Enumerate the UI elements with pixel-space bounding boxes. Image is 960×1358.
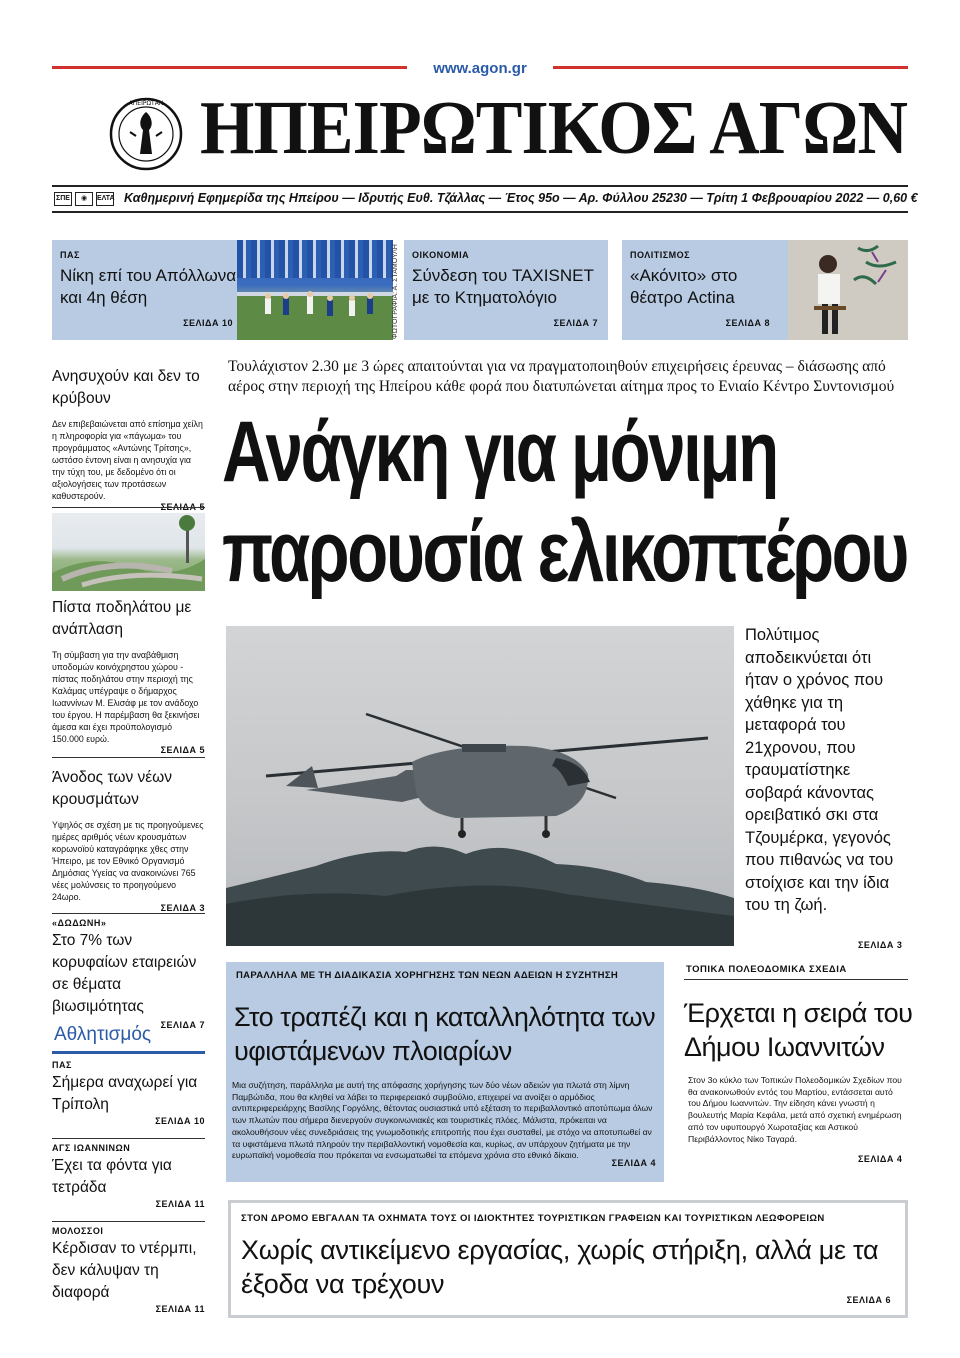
football-match-photo bbox=[237, 240, 393, 340]
sports-item-1[interactable] bbox=[52, 1060, 205, 1126]
sidebar-story-page: ΣΕΛΙΔΑ 5 bbox=[160, 745, 205, 755]
teaser-category: ΟΙΚΟΝΟΜΙΑ bbox=[412, 250, 470, 260]
lead-side-text: Πολύτιμος αποδεικνύεται ότι ήταν ο χρόνος που χάθηκε για τη μεταφορά του 21χρονου, που τραυματίστηκε σοβαρά κάνοντας ορειβατικό σκι στα Τζουμέρκα, γεγονός που πιθανώς να του στοίχισε και την ίδια του τη ζωή. bbox=[745, 626, 894, 914]
sports-item-page: ΣΕΛΙΔΑ 11 bbox=[155, 1304, 205, 1314]
tourism-page: ΣΕΛΙΔΑ 6 bbox=[846, 1295, 891, 1305]
theater-actress-photo bbox=[788, 240, 908, 340]
svg-text:ΑΠΕΙΡΩΤΑΝ: ΑΠΕΙΡΩΤΑΝ bbox=[128, 100, 164, 107]
sports-item-category: ΠΑΣ bbox=[52, 1060, 72, 1070]
newspaper-seal-icon bbox=[108, 96, 184, 172]
tourism-category: ΣΤΟΝ ΔΡΟΜΟ ΕΒΓΑΛΑΝ ΤΑ ΟΧΗΜΑΤΑ ΤΟΥΣ ΟΙ ΙΔΙΟΚΤΗΤΕΣ ΤΟΥΡΙΣΤΙΚΩΝ ΓΡΑΦΕΙΩΝ ΚΑΙ ΤΟΥΡΙΣΤΙΚΩΝ ΛΕΩΦΟΡΕΙΩΝ bbox=[241, 1213, 825, 1224]
teaser-economy[interactable] bbox=[404, 240, 608, 340]
lead-headline-line-2[interactable]: παρουσία ελικοπτέρου bbox=[222, 504, 907, 600]
sidebar-story-body: Τη σύμβαση για την αναβάθμιση υποδομών κοινόχρηστου χώρου - πίστας ποδηλάτου στην περιοχή της Καλάμας υπέγραψε ο δήμαρχος Ιωαννίνων Μ. Ελισάφ με τον ανάδοχο του έργου. Η παρέμβαση θα ξεκινήσει άμεσα και έχει προϋπολογισμό 150.000 ευρώ. bbox=[52, 650, 200, 744]
divider bbox=[52, 1138, 205, 1139]
sidebar-story-title[interactable]: Πίστα ποδηλάτου με ανάπλαση bbox=[52, 599, 192, 638]
info-line bbox=[52, 185, 918, 213]
divider bbox=[52, 507, 205, 508]
bike-track-photo bbox=[52, 513, 205, 591]
divider bbox=[684, 979, 908, 980]
helicopter-photo bbox=[226, 626, 734, 946]
sidebar-story-category: «ΔΩΔΩΝΗ» bbox=[52, 918, 107, 928]
elta-logo-icon: ΕΛΤΑ bbox=[96, 192, 114, 206]
teaser-title[interactable]: «Ακόνιτο» στο θέατρο Actina bbox=[630, 266, 738, 307]
boats-title[interactable]: Στο τραπέζι και η καταλληλότητα των υφιστάμενων πλοιαρίων bbox=[234, 1002, 656, 1066]
boats-story[interactable] bbox=[226, 962, 664, 1182]
lead-headline[interactable] bbox=[222, 402, 907, 602]
sports-item-page: ΣΕΛΙΔΑ 11 bbox=[155, 1199, 205, 1209]
divider bbox=[52, 913, 205, 914]
plans-category: ΤΟΠΙΚΑ ΠΟΛΕΟΔΟΜΙΚΑ ΣΧΕΔΙΑ bbox=[686, 964, 847, 975]
sidebar-story-title[interactable]: Άνοδος των νέων κρουσμάτων bbox=[52, 769, 173, 808]
sports-item-page: ΣΕΛΙΔΑ 10 bbox=[155, 1116, 205, 1126]
sports-item-2[interactable] bbox=[52, 1143, 205, 1209]
teaser-pas[interactable] bbox=[52, 240, 237, 340]
teaser-title[interactable]: Σύνδεση του TAXISNET με το Κτηματολόγιο bbox=[412, 266, 594, 307]
divider bbox=[52, 757, 205, 758]
sidebar-story-body: Υψηλός σε σχέση με τις προηγούμενες ημέρες αριθμός νέων κρουσμάτων κορωνοϊού καταγράφηκε χθες στην Ήπειρο, με τον Εθνικό Οργανισμό Δημόσιας Υγείας να ανακοινώνει 765 νέες μολύνσεις το προηγούμενο 24ωρο. bbox=[52, 820, 204, 902]
teaser-category: ΠΟΛΙΤΙΣΜΟΣ bbox=[630, 250, 691, 260]
sports-section-header bbox=[52, 1020, 205, 1054]
teaser-title[interactable]: Νίκη επί του Απόλλωνα και 4η θέση bbox=[60, 266, 237, 307]
sports-item-3[interactable] bbox=[52, 1226, 205, 1314]
sports-heading: Αθλητισμός bbox=[54, 1024, 152, 1045]
boats-body: Μια συζήτηση, παράλληλα με αυτή της απόφασης χορήγησης των δύο νέων αδειών για πλωτά στη λίμνη Παμβώτιδα, που θα κληθεί να λάβει το περιφερειακό συμβούλιο, επιχειρεί να ανοίξει ο αρμόδιος αντιπεριφερειάρχης Βασίλης Γοργόλης, θέτοντας ουσιαστικά υπό εξέταση το περιβαλλοντικό αποτύπωμα όλων των πλωτών που σήμερα διενεργούν συγκοινωνιακές και τουριστικές πλόες. Μάλιστα, πρόκειται να ακολουθήσουν νέες συνεδριάσεις της γνωμοδοτικής επιτροπής που έχει συσταθεί, με στόχο να αποτυπωθεί αν τα υφιστάμενα πλωτά πληρούν την περιβαλλοντική νομοθεσία και, κυρίως, αν υπάρχουν ζητήματα με την ευρωπαϊκή νομοθεσία που πρόκειται να ενσωματωθεί τα επόμενα χρόνια στο εθνικό δίκαιο. bbox=[232, 1080, 653, 1161]
sidebar-story-page: ΣΕΛΙΔΑ 5 bbox=[160, 502, 205, 512]
boats-page: ΣΕΛΙΔΑ 4 bbox=[611, 1158, 656, 1168]
photo-credit: ΦΩΤΟΓΡΑΦΙΑ: Α. ΣΤΑΜΟΥΛΗ bbox=[392, 244, 399, 339]
plans-body: Στον 3ο κύκλο των Τοπικών Πολεοδομικών Σχεδίων που θα ανακοινωθούν εντός του Μαρτίου, εντάσσεται αυτό του Δήμου Ιωαννιτών. Την είδηση κάνει γνωστή η βουλευτής Μαρία Κεφάλα, μετά από σχετική ενημέρωση από τον υφυπουργό Χωροταξίας και Αστικού Περιβάλλοντος Νίκο Ταγαρά. bbox=[688, 1075, 902, 1144]
sidebar-story-4[interactable] bbox=[52, 918, 205, 1030]
tourism-title[interactable]: Χωρίς αντικείμενο εργασίας, χωρίς στήριξη, αλλά με τα έξοδα να τρέχουν bbox=[241, 1235, 879, 1299]
sidebar-story-2[interactable] bbox=[52, 597, 205, 755]
sidebar-story-title[interactable]: Στο 7% των κορυφαίων εταιρειών σε θέματα βιωσιμότητας bbox=[52, 932, 197, 1015]
sidebar-story-page: ΣΕΛΙΔΑ 3 bbox=[160, 903, 205, 913]
sidebar-story-body: Δεν επιβεβαιώνεται από επίσημα χείλη η πληροφορία για «πάγωμα» του προγράμματος «Αντώνης Τρίτσης», ωστόσο έντονη είναι η ανησυχία για την τύχη του, με δεδομένο ότι οι αξιολογήσεις των προτάσεων καθυστερούν. bbox=[52, 419, 203, 501]
tourism-story[interactable] bbox=[228, 1200, 908, 1318]
teaser-category: ΠΑΣ bbox=[60, 250, 80, 260]
sidebar-story-page: ΣΕΛΙΔΑ 7 bbox=[160, 1020, 205, 1030]
divider bbox=[52, 1221, 205, 1222]
teaser-page: ΣΕΛΙΔΑ 7 bbox=[553, 318, 598, 328]
sports-item-title[interactable]: Κέρδισαν το ντέρμπι, δεν κάλυψαν τη διαφορά bbox=[52, 1240, 197, 1301]
plans-title[interactable]: Έρχεται η σειρά του Δήμου Ιωαννιτών bbox=[684, 998, 913, 1062]
teaser-page: ΣΕΛΙΔΑ 10 bbox=[183, 318, 233, 328]
teaser-culture[interactable] bbox=[622, 240, 788, 340]
spe-logo-icon: ΣΠΕ bbox=[54, 192, 72, 206]
lead-headline-line-1[interactable]: Ανάγκη για μόνιμη bbox=[222, 404, 777, 500]
newspaper-logo-icon: ◉ bbox=[75, 192, 93, 206]
website-url[interactable]: www.agon.gr bbox=[407, 61, 553, 77]
lead-page: ΣΕΛΙΔΑ 3 bbox=[858, 940, 903, 950]
boats-category: ΠΑΡΑΛΛΗΛΑ ΜΕ ΤΗ ΔΙΑΔΙΚΑΣΙΑ ΧΟΡΗΓΗΣΗΣ ΤΩΝ ΝΕΩΝ ΑΔΕΙΩΝ Η ΣΥΖΗΤΗΣΗ bbox=[236, 970, 618, 981]
masthead-title: ΗΠΕΙΡΩΤΙΚΟΣ ΑΓΩΝ bbox=[200, 86, 908, 170]
sports-item-category: ΑΓΣ ΙΩΑΝΝΙΝΩΝ bbox=[52, 1143, 131, 1153]
sidebar-story-title[interactable]: Ανησυχούν και δεν το κρύβουν bbox=[52, 368, 200, 407]
sidebar-story-1[interactable] bbox=[52, 366, 205, 512]
sports-item-category: ΜΟΛΟΣΣΟΙ bbox=[52, 1226, 104, 1236]
teaser-page: ΣΕΛΙΔΑ 8 bbox=[725, 318, 770, 328]
sidebar-story-3[interactable] bbox=[52, 767, 205, 913]
issue-info: Καθημερινή Εφημερίδα της Ηπείρου — Ιδρυτής Ευθ. Τζάλλας — Έτος 95ο — Αρ. Φύλλου 25230 — Τρίτη 1 Φεβρουαρίου 2022 — 0,60 € bbox=[124, 191, 918, 205]
sports-item-title[interactable]: Έχει τα φόντα για τετράδα bbox=[52, 1157, 172, 1196]
sports-item-title[interactable]: Σήμερα αναχωρεί για Τρίπολη bbox=[52, 1074, 198, 1113]
lead-subtitle: Τουλάχιστον 2.30 με 3 ώρες απαιτούνται για να πραγματοποιηθούν επιχειρήσεις έρευνας – διάσωσης από αέρος στην περιοχή της Ηπείρου κάθε φορά που διατυπώνεται αίτημα προς το Ενιαίο Κέντρο Συντονισμού bbox=[228, 358, 895, 395]
plans-page: ΣΕΛΙΔΑ 4 bbox=[858, 1154, 903, 1164]
